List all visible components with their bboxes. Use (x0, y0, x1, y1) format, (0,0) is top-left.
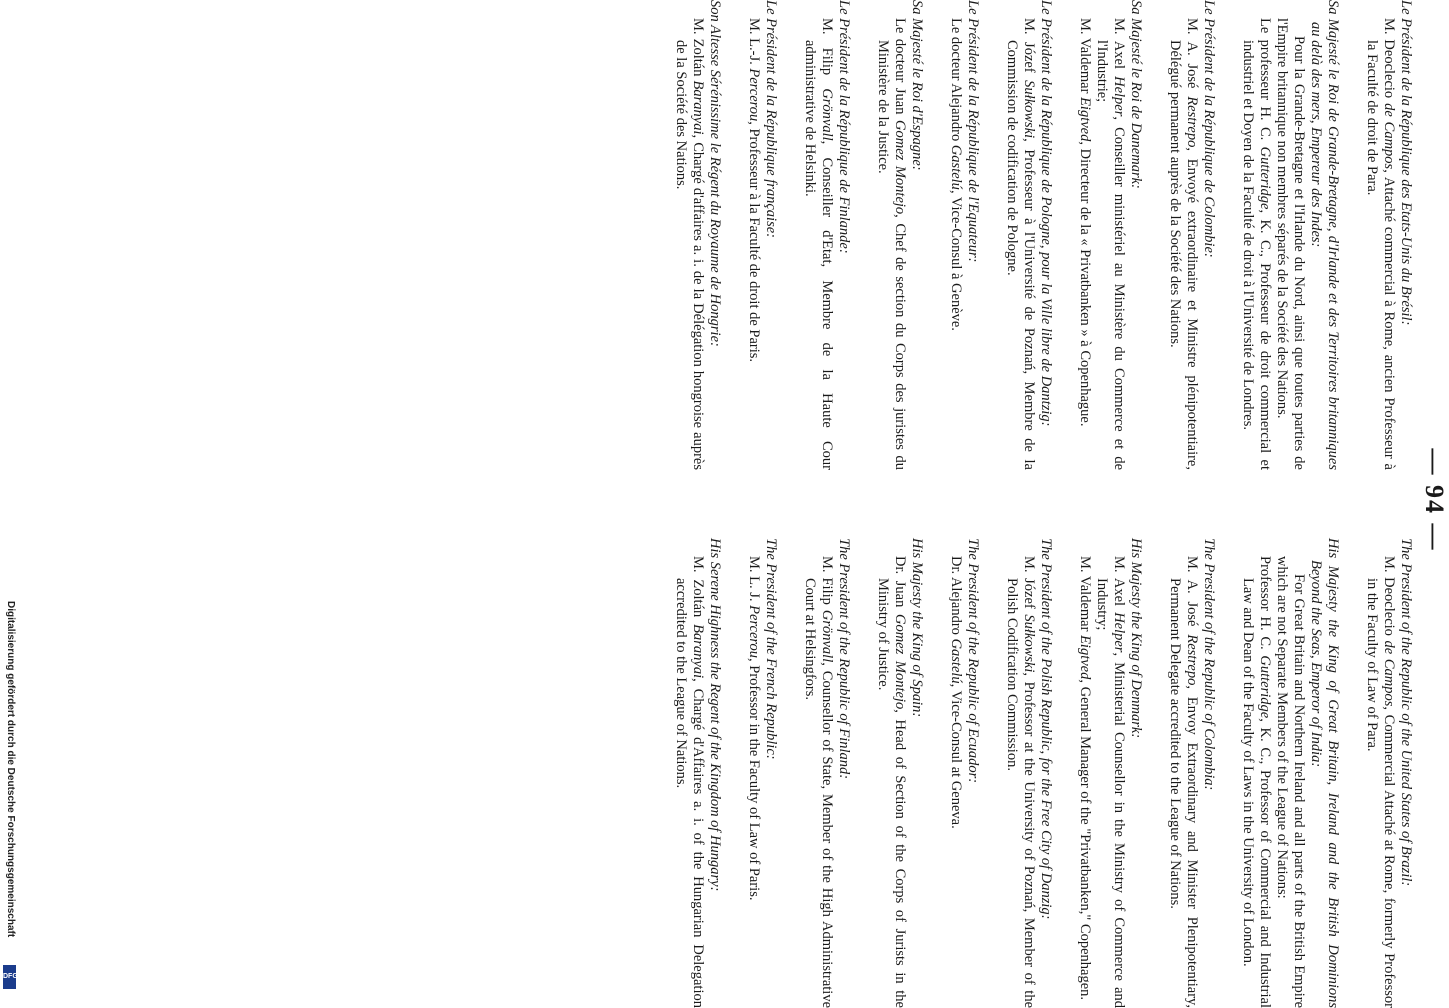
delegate-name: Baranyai (690, 80, 706, 135)
entry-heading: Le Président de la République de l'Equateur: (965, 0, 981, 263)
signatory-entry (1076, 0, 1144, 470)
delegate-prefix: M. Deoclecio (1381, 556, 1397, 641)
delegate-name: Baranyai (690, 624, 706, 679)
signatory-entry (1003, 0, 1054, 470)
entry-heading: Le Président de la République de Pologne, pour la Ville libre de Dantzig: (1038, 0, 1054, 427)
delegate-title: , Envoyé extraordinaire et Ministre plénipotentiaire, Délégué permanent auprès de la Société des Nations. (1167, 40, 1200, 470)
digitization-credit: Digitalisierung gefördert durch die Deutsche Forschungsgemeinschaft (5, 601, 16, 938)
delegate-prefix: Le docteur Juan (892, 18, 908, 121)
delegate-name: Gomez Montejo (892, 120, 908, 215)
delegate-name: Eigtved (1077, 97, 1093, 142)
delegate-prefix: M. Józef (1021, 18, 1037, 81)
delegate-prefix: M. Axel (1111, 556, 1127, 613)
entry-heading: The President of the Republic of Colombia: (1201, 538, 1217, 791)
delegate-prefix: Le professeur H. C. (1257, 18, 1273, 147)
delegate-name: Grönvall (819, 609, 835, 663)
entry-heading: Sa Majesté le Roi d'Espagne: (909, 0, 925, 171)
entry-heading: Le Président de la République de Finlande: (836, 0, 852, 254)
delegate-line (947, 538, 964, 1008)
delegate-line (874, 538, 908, 1008)
delegate-line (1076, 538, 1093, 1008)
delegate-name: Helper (1111, 612, 1127, 653)
delegate-title: , Professor at the University of Poznań, Member of the Polish Codification Commission. (1004, 578, 1037, 1008)
delegate-prefix: Le docteur Alejandro (948, 18, 964, 145)
delegate-line (1363, 538, 1397, 1008)
french-column (672, 0, 1414, 470)
signatory-entry (1239, 0, 1341, 470)
delegate-prefix: M. Filip (819, 18, 835, 89)
delegate-name: Percerou (746, 68, 762, 122)
signatory-entry (801, 538, 852, 1008)
entry-heading: Le Président de la République de Colombie: (1201, 0, 1217, 258)
delegate-title: , K. C., Professor of Commercial and Industrial Law and Dean of the Faculty of Laws in the University of London. (1240, 578, 1273, 1008)
delegate-title: , Ministerial Counsellor in the Ministry of Commerce and Industry; (1094, 578, 1127, 1008)
delegate-line (1076, 0, 1093, 470)
signatory-entry (801, 0, 852, 470)
delegate-prefix: M. L. J. (746, 556, 762, 606)
entry-heading: The President of the Polish Republic, for the Free City of Danzig: (1038, 538, 1054, 920)
signatory-entry (1363, 538, 1414, 1008)
signatory-entry (1363, 0, 1414, 470)
entry-heading: His Majesty the King of Denmark: (1128, 538, 1144, 739)
dfg-logo: DFG (3, 965, 16, 989)
entry-heading: The President of the Republic of the United States of Brazil: (1398, 538, 1414, 887)
delegate-name: de Campos (1381, 103, 1397, 170)
delegate-title: , Commercial Attaché at Rome, formerly Professor in the Faculty of Law of Para. (1364, 578, 1397, 1008)
signatory-entry (745, 538, 779, 1008)
rotated-document-page (200, 0, 1449, 1008)
delegate-name: Gastelú (948, 144, 964, 190)
delegate-line (801, 0, 835, 470)
delegate-line (672, 0, 706, 470)
delegate-prefix: Dr. Alejandro (948, 556, 964, 639)
delegate-line (1363, 0, 1397, 470)
paragraph-wrap (1273, 0, 1307, 470)
delegate-prefix: M. Zoltán (690, 556, 706, 625)
english-column (672, 538, 1414, 1008)
delegate-title: , Chargé d'affaires a. i. de la Délégation hongroise auprès de la Société des Nations. (673, 40, 706, 470)
delegate-line (1166, 538, 1200, 1008)
signatory-entry (1166, 538, 1217, 1008)
delegate-line (1003, 0, 1037, 470)
delegate-name: Gomez Montejo (892, 613, 908, 710)
entry-heading: Le Président de la République des Etats-Unis du Brésil: (1398, 0, 1414, 326)
delegate-title: , Chef de section du Corps des juristes du Ministère de la Justice. (875, 40, 908, 471)
delegate-name: Eigtved (1077, 635, 1093, 680)
signatory-entry (947, 0, 981, 470)
signatory-entry (1166, 0, 1217, 470)
entry-heading: His Majesty the King of Spain: (909, 538, 925, 718)
delegate-line (947, 0, 964, 470)
entry-heading: The President of the Republic of Ecuador: (965, 538, 981, 784)
delegate-prefix: M. Axel (1111, 18, 1127, 77)
delegate-name: Sułkowski (1021, 614, 1037, 673)
delegate-title: , Conseiller d'Etat, Membre de la Haute Cour administrative de Helsinki. (802, 40, 835, 470)
delegate-prefix: M. A. José (1184, 18, 1200, 97)
delegate-line (672, 538, 706, 1008)
delegate-line (1003, 538, 1037, 1008)
delegate-title: , Vice-Consul à Genève. (948, 189, 964, 331)
delegate-prefix: M. Zoltán (690, 18, 706, 81)
delegate-name: Restrepo (1184, 96, 1200, 148)
delegate-title: , Directeur de la « Privatbanken » à Copenhague. (1077, 141, 1093, 427)
entry-heading: The President of the Republic of Finland: (836, 538, 852, 780)
delegate-name: Gastelú (948, 638, 964, 684)
delegate-title: , Professeur à la Faculté de droit de Paris. (746, 121, 762, 363)
delegate-name: Restrepo (1184, 634, 1200, 686)
delegate-title: , General Manager of the "Privatbanken," Copenhagen. (1077, 679, 1093, 1001)
delegate-line (1239, 538, 1273, 1008)
signatory-entry (1076, 538, 1144, 1008)
delegate-title: , Vice-Consul at Geneva. (948, 683, 964, 829)
delegate-title: , Attaché commercial à Rome, ancien Professeur à la Faculté de droit de Para. (1364, 40, 1397, 470)
signatory-entry (1003, 538, 1054, 1008)
delegate-line (745, 538, 762, 1008)
signatory-entry (672, 538, 723, 1008)
delegate-line (801, 538, 835, 1008)
paragraph-wrap (1273, 538, 1307, 1008)
entry-heading: His Majesty the King of Great Britain, Ireland and the British Dominions Beyond the Seas, Emperor of India: (1308, 538, 1341, 1008)
delegate-prefix: Dr. Juan (892, 556, 908, 614)
delegate-prefix: M. Deoclecio (1381, 18, 1397, 104)
signatory-entry (745, 0, 779, 470)
delegate-name: Helper (1111, 76, 1127, 117)
delegate-line (745, 0, 762, 470)
entry-paragraph: For Great Britain and Northern Ireland and all parts of the British Empire which are not Separate Members of the League of Nations: (1274, 556, 1307, 1008)
delegate-name: Gutteridge (1257, 655, 1273, 719)
signatory-entry (874, 0, 925, 470)
delegate-title: , Head of Section of the Corps of Jurists in the Ministry of Justice. (875, 578, 908, 1008)
delegate-line (874, 0, 908, 470)
delegate-line (1239, 0, 1273, 470)
delegate-title: , K. C., Professeur de droit commercial et industriel et Doyen de la Faculté de droit à l'Université de Londres. (1240, 40, 1273, 470)
page-number: — 94 — (1420, 448, 1449, 552)
entry-heading: The President of the French Republic: (763, 538, 779, 760)
entry-paragraph: Pour la Grande-Bretagne et l'Irlande du Nord, ainsi que toutes parties de l'Empire britannique non membres séparés de la Société des Nations. (1274, 18, 1307, 470)
delegate-name: Sułkowski (1021, 80, 1037, 139)
delegate-prefix: Professor H. C. (1257, 556, 1273, 656)
delegate-name: de Campos (1381, 640, 1397, 707)
delegate-name: Grönvall (819, 88, 835, 141)
delegate-line (1093, 538, 1127, 1008)
entry-heading: Sa Majesté le Roi de Danemark: (1128, 0, 1144, 189)
delegate-title: , Counsellor of State, Member of the High Administrative Court at Helsingfors. (802, 578, 835, 1008)
delegate-prefix: M. A. José (1184, 556, 1200, 635)
delegate-title: , Conseiller ministériel au Ministère du Commerce et de l'Industrie; (1094, 40, 1127, 471)
delegate-prefix: M. Valdemar (1077, 18, 1093, 98)
delegate-name: Gutteridge (1257, 146, 1273, 210)
delegate-title: , Professor in the Faculty of Law of Paris. (746, 658, 762, 901)
delegate-title: , Envoy Extraordinary and Minister Plenipotentiary, Permanent Delegate accredited to the League of Nations. (1167, 578, 1200, 1008)
delegate-prefix: M. Józef (1021, 556, 1037, 615)
delegate-line (1093, 0, 1127, 470)
entry-heading: Le Président de la République française: (763, 0, 779, 238)
signatory-entry (672, 0, 723, 470)
delegate-line (1166, 0, 1200, 470)
entry-heading: His Serene Highness the Regent of the Kingdom of Hungary: (707, 538, 723, 892)
signatory-entry (1239, 538, 1341, 1008)
entry-heading: Son Altesse Sérénissime le Régent du Royaume de Hongrie: (707, 0, 723, 347)
signatory-entry (874, 538, 925, 1008)
delegate-title: , Chargé d'Affaires a. i. of the Hungarian Delegation accredited to the League of Nations. (673, 578, 706, 1008)
delegate-name: Percerou (746, 605, 762, 659)
delegate-title: , Professeur à l'Université de Poznań, Membre de la Commission de codification de Pologne. (1004, 40, 1037, 470)
delegate-prefix: M. Filip (819, 556, 835, 610)
entry-heading: Sa Majesté le Roi de Grande-Bretagne, d'Irlande et des Territoires britanniques au delà des mers, Empereur des Indes: (1308, 0, 1341, 470)
delegate-prefix: M. L.-J. (746, 18, 762, 69)
signatory-entry (947, 538, 981, 1008)
delegate-prefix: M. Valdemar (1077, 556, 1093, 636)
